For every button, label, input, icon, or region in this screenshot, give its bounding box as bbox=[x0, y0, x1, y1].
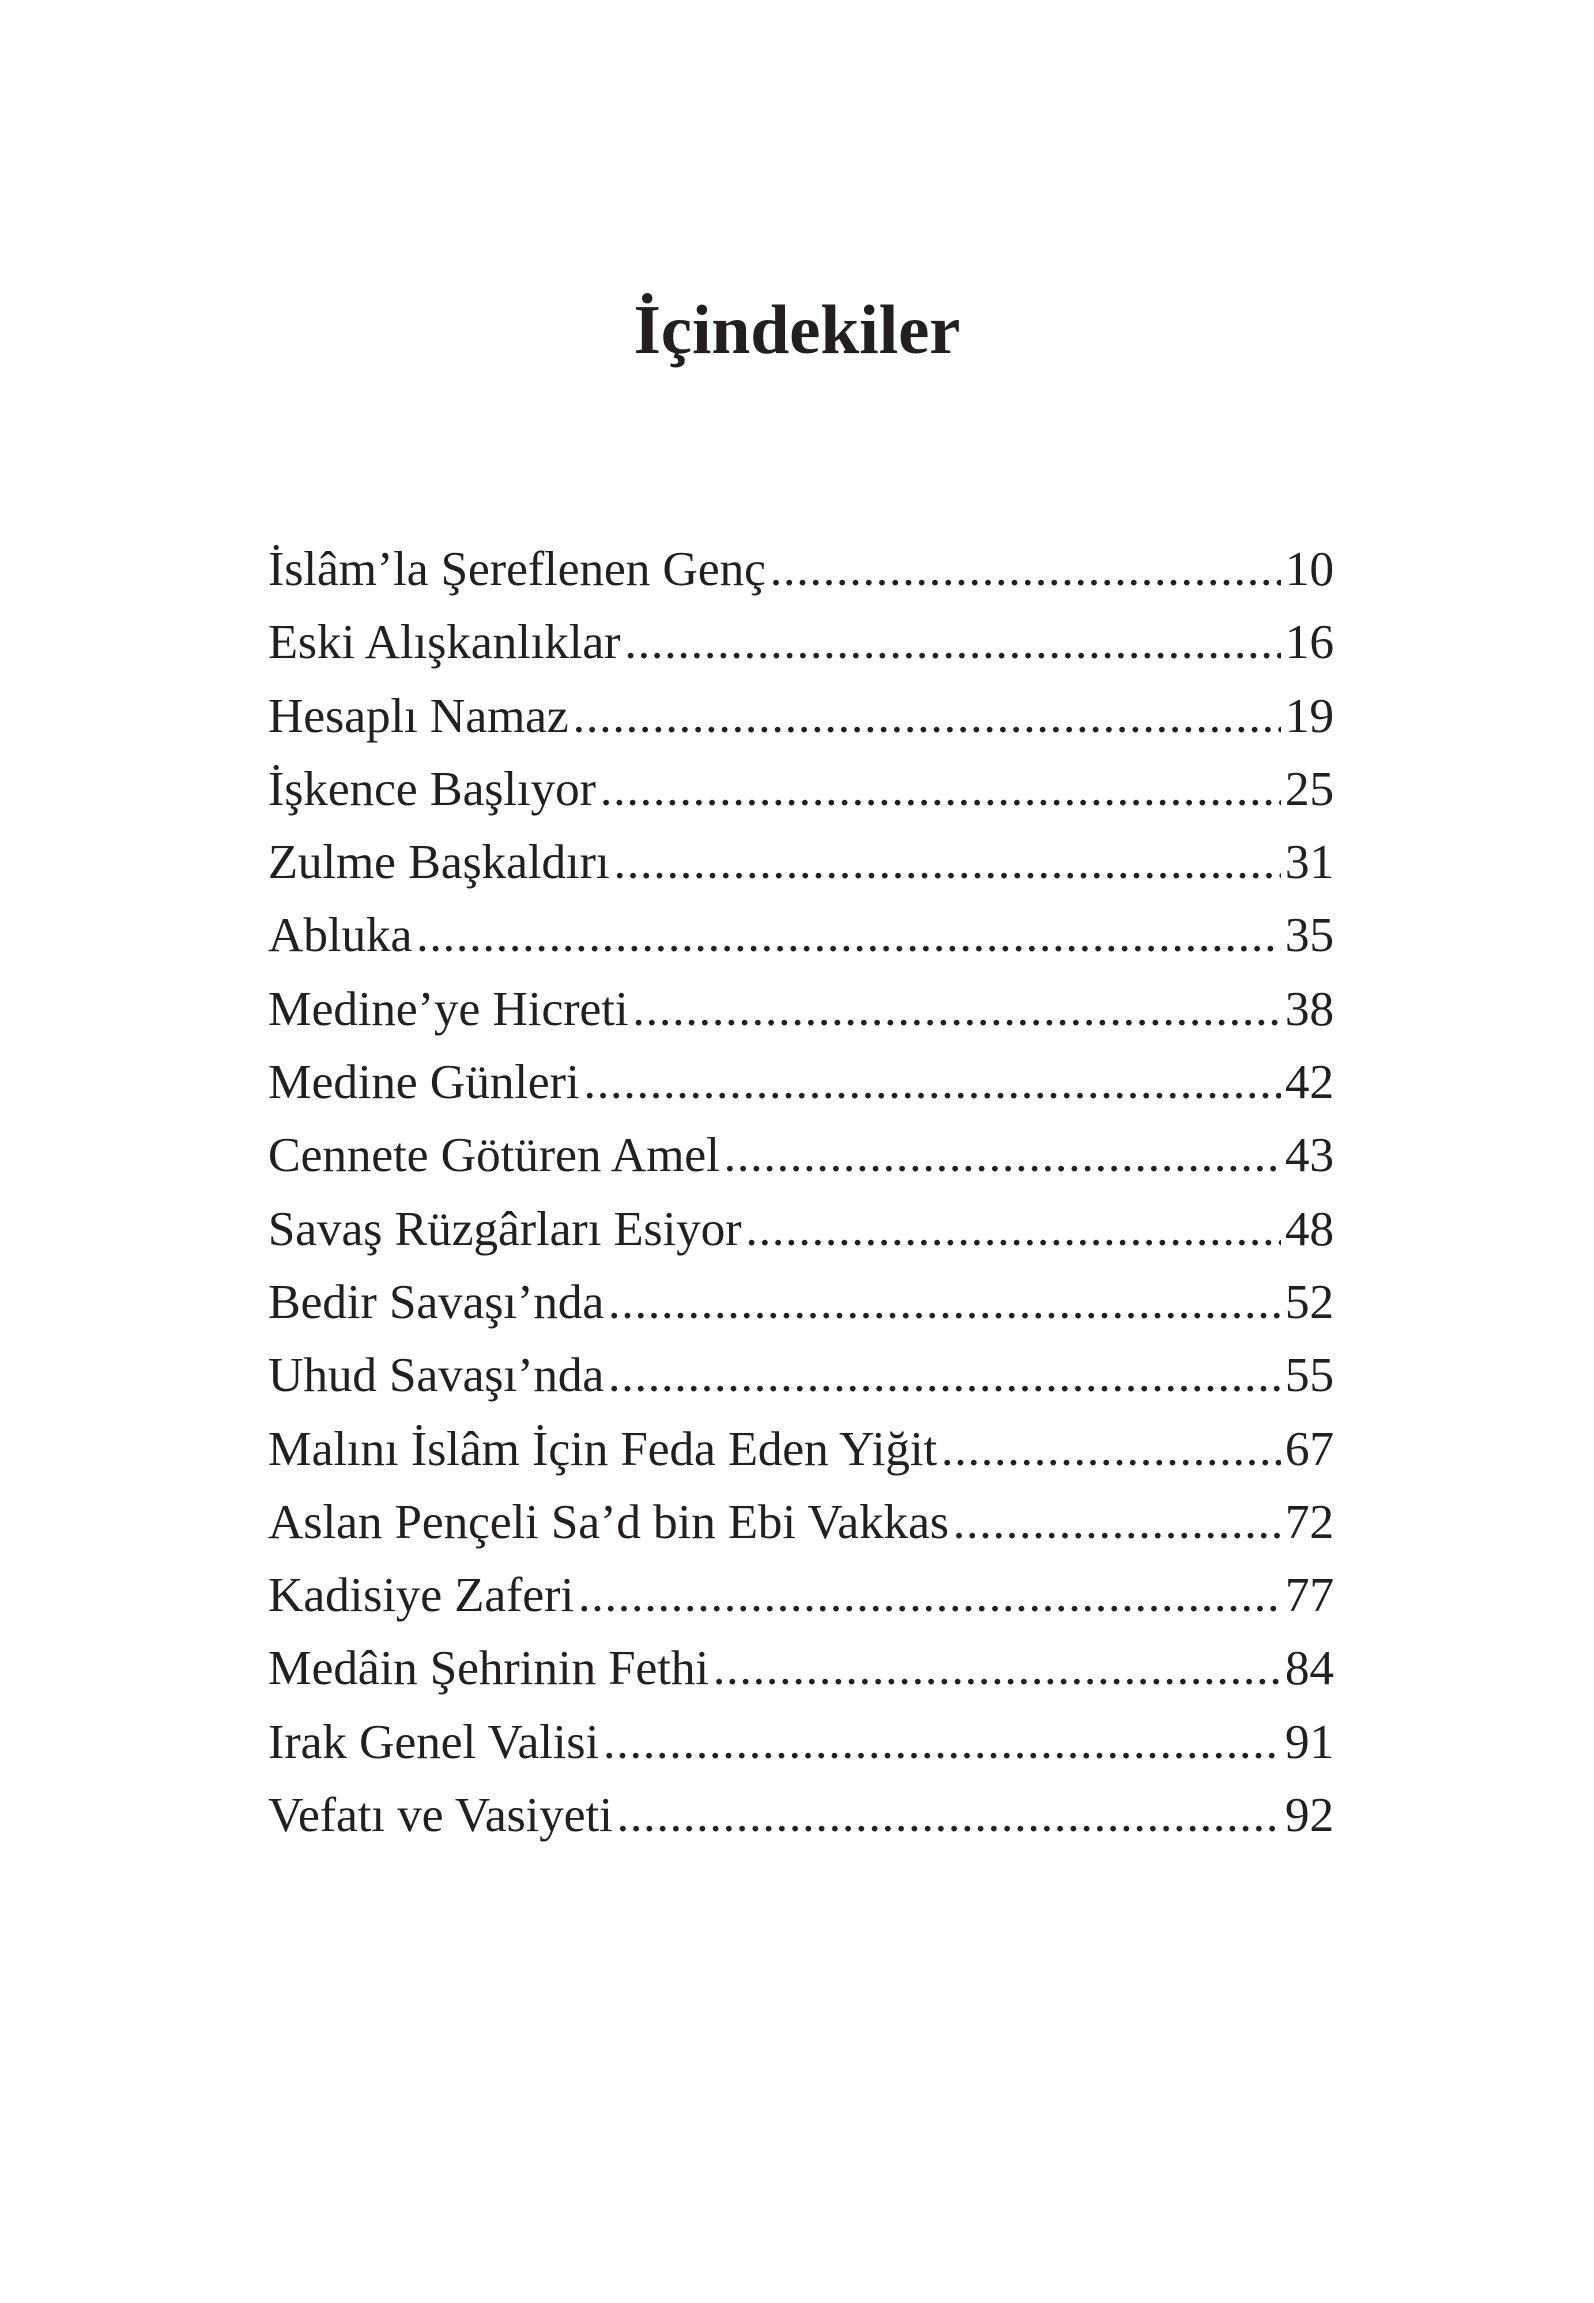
toc-entry bbox=[268, 1338, 1334, 1411]
toc-leader-dots bbox=[617, 1778, 1281, 1851]
toc-entry-page: 91 bbox=[1285, 1713, 1334, 1769]
toc-leader-dots bbox=[573, 679, 1281, 752]
toc-entry-title: Bedir Savaşı’nda bbox=[268, 1273, 605, 1329]
toc-entry-page: 16 bbox=[1285, 614, 1334, 670]
toc-entry-page: 38 bbox=[1285, 980, 1334, 1036]
toc-entry bbox=[268, 752, 1334, 825]
toc-entry-title: Cennete Götüren Amel bbox=[268, 1127, 720, 1183]
toc-entry bbox=[268, 679, 1334, 752]
toc-leader-dots bbox=[614, 825, 1281, 898]
toc-entry bbox=[268, 1631, 1334, 1704]
toc-entry-title: Medine Günleri bbox=[268, 1054, 580, 1110]
toc-entry-page: 48 bbox=[1285, 1200, 1334, 1256]
toc-entry-title: Kadisiye Zaferi bbox=[268, 1567, 575, 1623]
toc-entry-title: Malını İslâm İçin Feda Eden Yiğit bbox=[268, 1420, 938, 1476]
toc-leader-dots bbox=[603, 1705, 1281, 1778]
toc-leader-dots bbox=[633, 972, 1281, 1045]
toc-entry-page: 43 bbox=[1285, 1127, 1334, 1183]
toc-entry bbox=[268, 972, 1334, 1045]
toc-entry-page: 52 bbox=[1285, 1273, 1334, 1329]
toc-entry-page: 67 bbox=[1285, 1420, 1334, 1476]
toc-entry-page: 92 bbox=[1285, 1787, 1334, 1843]
toc-entry-title: Aslan Pençeli Sa’d bin Ebi Vakkas bbox=[268, 1493, 949, 1549]
toc-entry-page: 31 bbox=[1285, 834, 1334, 890]
toc-leader-dots bbox=[584, 1045, 1281, 1118]
toc-entry-title: Zulme Başkaldırı bbox=[268, 834, 610, 890]
toc-entry bbox=[268, 1118, 1334, 1191]
toc-entry bbox=[268, 1265, 1334, 1338]
toc-entry-title: Medâin Şehrinin Fethi bbox=[268, 1640, 709, 1696]
toc-entry bbox=[268, 1485, 1334, 1558]
toc-entry bbox=[268, 605, 1334, 678]
toc-leader-dots bbox=[608, 1338, 1281, 1411]
toc-entry-page: 72 bbox=[1285, 1493, 1334, 1549]
toc-leader-dots bbox=[578, 1558, 1281, 1631]
toc-entry bbox=[268, 532, 1334, 605]
toc-entry-title: İslâm’la Şereflenen Genç bbox=[268, 541, 766, 596]
toc-entry-title: Hesaplı Namaz bbox=[268, 687, 569, 743]
toc-entry-title: Uhud Savaşı’nda bbox=[268, 1347, 605, 1403]
page-title: İçindekiler bbox=[633, 292, 961, 369]
toc-entry-page: 25 bbox=[1285, 760, 1334, 816]
toc-entry-page: 19 bbox=[1285, 687, 1334, 743]
toc-entry bbox=[268, 1045, 1334, 1118]
toc-entry-title: İşkence Başlıyor bbox=[268, 760, 596, 816]
toc-entry-title: Abluka bbox=[268, 907, 413, 963]
toc-entry-title: Vefatı ve Vasiyeti bbox=[268, 1787, 613, 1843]
toc-entry-page: 35 bbox=[1285, 907, 1334, 963]
toc-entry bbox=[268, 825, 1334, 898]
toc-entry-title: Eski Alışkanlıklar bbox=[268, 614, 621, 670]
toc-leader-dots bbox=[713, 1631, 1281, 1704]
toc-leader-dots bbox=[953, 1485, 1281, 1558]
toc-leader-dots bbox=[941, 1412, 1281, 1485]
table-of-contents bbox=[268, 532, 1334, 1851]
toc-entry-title: Medine’ye Hicreti bbox=[268, 980, 629, 1036]
toc-entry bbox=[268, 1192, 1334, 1265]
toc-leader-dots bbox=[625, 605, 1282, 678]
toc-leader-dots bbox=[724, 1118, 1281, 1191]
toc-leader-dots bbox=[746, 1192, 1281, 1265]
toc-entry bbox=[268, 898, 1334, 971]
toc-leader-dots bbox=[416, 898, 1281, 971]
toc-entry-title: Savaş Rüzgârları Esiyor bbox=[268, 1200, 742, 1256]
toc-entry-page: 10 bbox=[1285, 541, 1334, 596]
toc-leader-dots bbox=[608, 1265, 1281, 1338]
toc-entry-page: 77 bbox=[1285, 1567, 1334, 1623]
toc-leader-dots bbox=[600, 752, 1281, 825]
toc-entry bbox=[268, 1412, 1334, 1485]
toc-entry-page: 84 bbox=[1285, 1640, 1334, 1696]
toc-entry-page: 42 bbox=[1285, 1054, 1334, 1110]
toc-entry bbox=[268, 1778, 1334, 1851]
toc-entry-title: Irak Genel Valisi bbox=[268, 1713, 600, 1769]
toc-entry bbox=[268, 1558, 1334, 1631]
toc-leader-dots bbox=[770, 532, 1281, 605]
toc-entry bbox=[268, 1705, 1334, 1778]
toc-entry-page: 55 bbox=[1285, 1347, 1334, 1403]
